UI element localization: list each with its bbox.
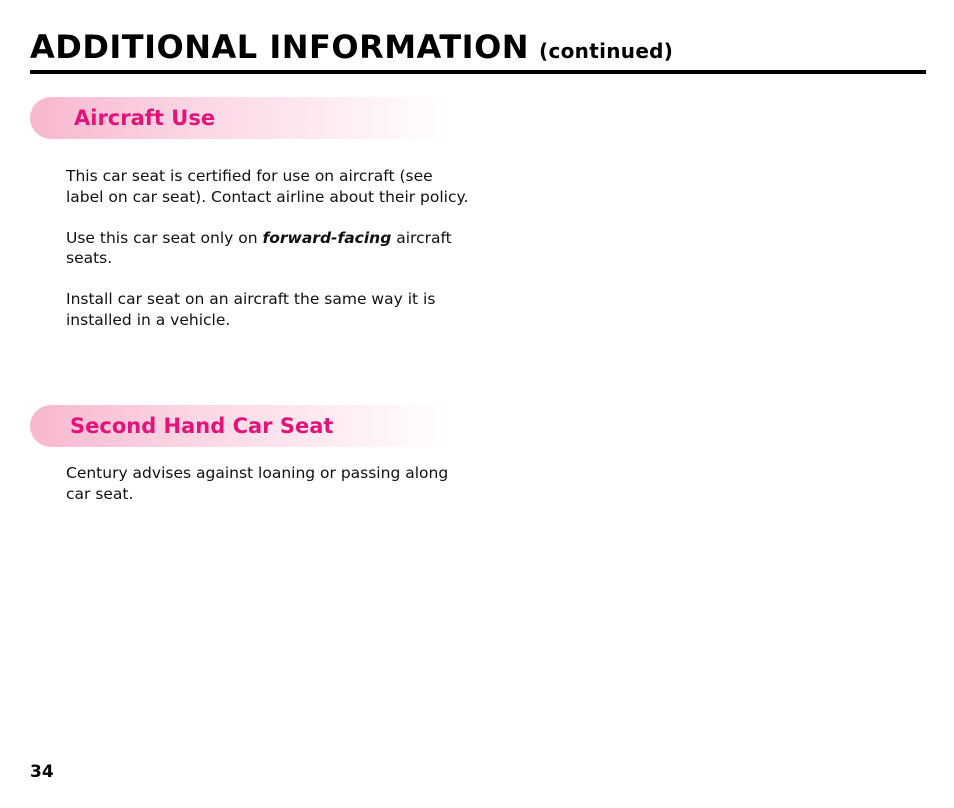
paragraph-forward-facing <box>66 228 471 269</box>
emphasis-forward-facing: forward-facing <box>262 228 392 247</box>
section-banner-aircraft-use <box>30 97 450 139</box>
section-body-second-hand <box>66 463 471 504</box>
paragraph-aircraft-certified: This car seat is certified for use on aircraft (see label on car seat). Contact airline about their policy. <box>66 167 469 206</box>
paragraph-install-aircraft: Install car seat on an aircraft the same way it is installed in a vehicle. <box>66 290 436 329</box>
page-title-text: ADDITIONAL INFORMATION <box>30 28 530 66</box>
paragraph-forward-facing-after: aircraft seats. <box>66 228 452 267</box>
paragraph-second-hand-advice: Century advises against loaning or passing along car seat. <box>66 464 449 503</box>
page-title <box>30 28 673 70</box>
section-body-aircraft-use <box>66 166 471 330</box>
section-heading-aircraft-use: Aircraft Use <box>74 106 216 130</box>
section-banner-second-hand <box>30 405 450 447</box>
page-title-continued: (continued) <box>539 39 674 63</box>
section-heading-second-hand: Second Hand Car Seat <box>70 414 334 438</box>
page-number: 34 <box>30 762 54 782</box>
paragraph-forward-facing-before: Use this car seat only on <box>66 228 263 247</box>
page-header <box>30 24 926 74</box>
